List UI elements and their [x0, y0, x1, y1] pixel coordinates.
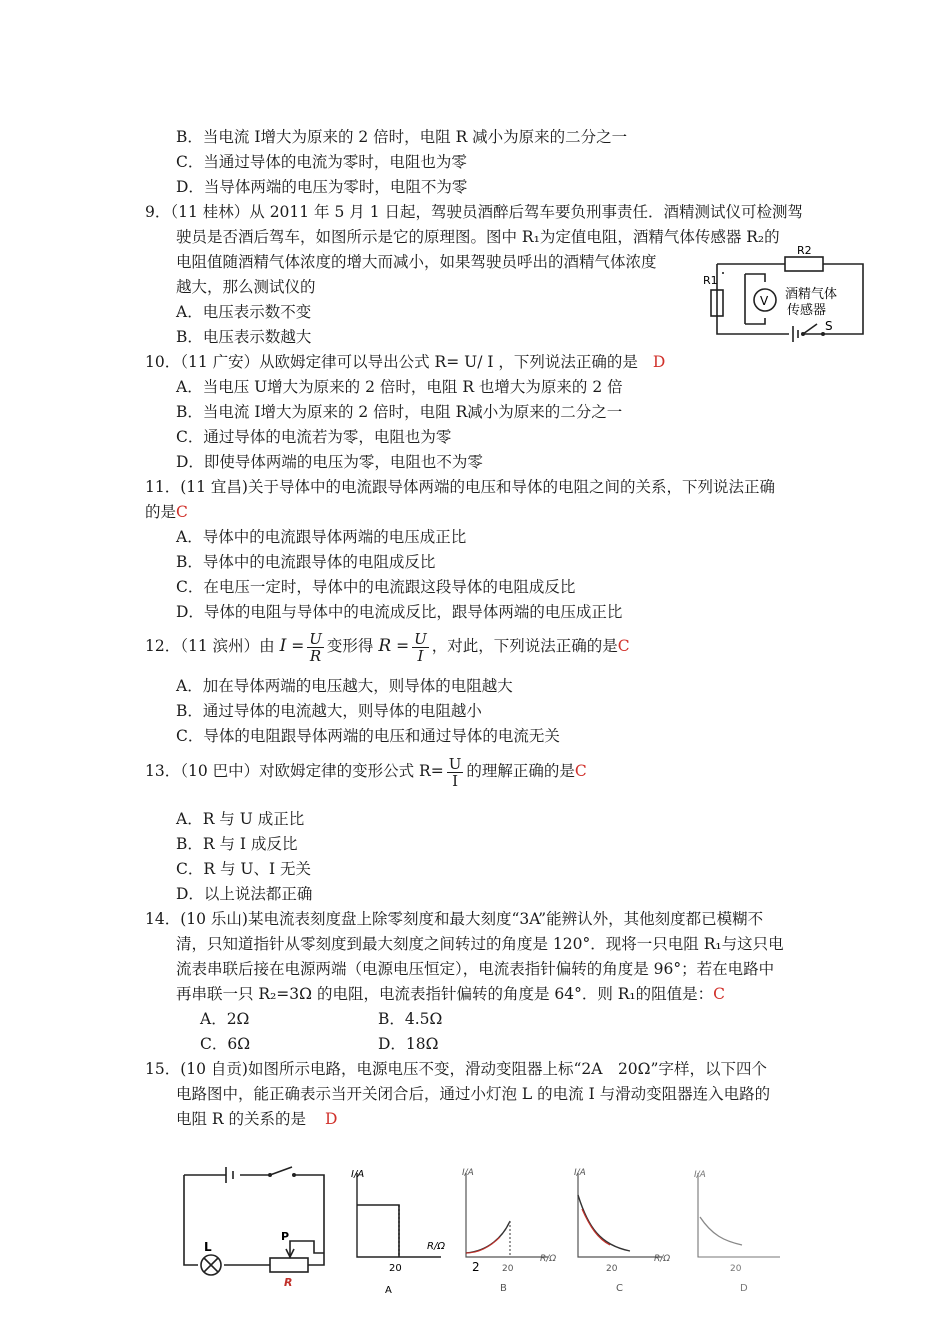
graph-c [570, 1165, 682, 1300]
q14-option-c: C．6Ω [200, 1035, 251, 1053]
q12-fraction-u-over-r [307, 631, 324, 664]
q9-line-2: 驶员是否酒后驾车，如图所示是它的原理图。图中 R₁为定值电阻，酒精气体传感器 R₂的 [176, 228, 780, 246]
q10-stem [145, 351, 665, 373]
frac-denominator: R [309, 646, 322, 665]
graph-b-xlabel: R/Ω [540, 1254, 557, 1264]
q13-option-a: A．R 与 U 成正比 [176, 810, 305, 828]
sensor-label-2: 传感器 [787, 303, 827, 318]
q9-line-1: 9．（11 桂林）从 2011 年 5 月 1 日起，驾驶员酒醉后驾车要负刑事责任．酒精测试仪可检测驾 [145, 203, 803, 221]
graph-a-label: A [385, 1285, 392, 1296]
q14-answer: C [713, 985, 726, 1003]
q11-option-b: B．导体中的电流跟导体的电阻成反比 [176, 553, 436, 571]
q13-stem-pre: 13．（10 巴中）对欧姆定律的变形公式 R= [145, 762, 444, 780]
q10-option-c: C．通过导体的电流若为零，电阻也为零 [176, 428, 452, 446]
r1-label: R1 [703, 274, 718, 287]
graph-a [345, 1165, 455, 1300]
q10-option-a: A．当电压 U增大为原来的 2 倍时，电阻 R 也增大为原来的 2 倍 [176, 378, 623, 396]
q10-answer: D [652, 353, 666, 371]
sensor-label-1: 酒精气体 [785, 287, 838, 302]
q15-line-1: 15．(10 自贡)如图所示电路，电源电压不变，滑动变阻器上标“2A 20Ω”字样，以下四个 [145, 1060, 767, 1078]
q11-answer: C [176, 503, 188, 521]
slider-label: P [281, 1230, 290, 1243]
q15-line-3-text: 电阻 R 的关系的是 [176, 1110, 307, 1128]
q12-var-r: R [378, 636, 392, 656]
q11-line-1: 11．(11 宜昌)关于导体中的电流跟导体两端的电压和导体的电阻之间的关系，下列说法正确 [145, 478, 775, 496]
q13-option-b: B．R 与 I 成反比 [176, 835, 298, 853]
prev-option-c: C．当通过导体的电流为零时，电阻也为零 [176, 153, 467, 171]
q14-line-2: 清，只知道指针从零刻度到最大刻度之间转过的角度是 120°．现将一只电阻 R₁与这只电 [176, 935, 784, 953]
q12-stem-mid: 变形得 [326, 637, 374, 655]
q12-var-i: I [279, 636, 287, 656]
q12-fraction-u-over-i [412, 631, 429, 664]
graph-d-tick: 20 [730, 1264, 742, 1274]
graph-c-tick: 20 [606, 1264, 618, 1274]
q11-option-c: C．在电压一定时，导体中的电流跟这段导体的电阻成反比 [176, 578, 576, 596]
q12-stem-pre: 12．（11 滨州）由 [145, 637, 275, 655]
frac-denominator: I [417, 646, 424, 665]
graph-d-label: D [740, 1283, 748, 1294]
q9-line-4: 越大，那么测试仪的 [176, 278, 316, 296]
q15-answer: D [324, 1110, 338, 1128]
q12-stem-post: ，对此，下列说法正确的是 [431, 637, 618, 655]
q9-option-b: B．电压表示数越大 [176, 328, 312, 346]
q11-option-a: A．导体中的电流跟导体两端的电压成正比 [176, 528, 467, 546]
prev-option-b: B．当电流 I增大为原来的 2 倍时，电阻 R 减小为原来的二分之一 [176, 128, 628, 146]
q12-option-c: C．导体的电阻跟导体两端的电压和通过导体的电流无关 [176, 727, 560, 745]
q14-option-b: B．4.5Ω [378, 1010, 443, 1028]
lamp-label: L [204, 1240, 212, 1254]
graph-c-label: C [616, 1283, 623, 1294]
frac-numerator: U [309, 629, 322, 648]
q13-option-c: C．R 与 U、I 无关 [176, 860, 311, 878]
q13-stem [145, 752, 587, 790]
q14-line-1: 14．(10 乐山)某电流表刻度盘上除零刻度和最大刻度“3A”能辨认外，其他刻度都已模糊不 [145, 910, 764, 928]
q15-line-2: 电路图中，能正确表示当开关闭合后，通过小灯泡 L 的电流 I 与滑动变阻器连入电路的 [176, 1085, 771, 1103]
q14-line-4 [176, 983, 725, 1005]
rheostat-label: R [284, 1276, 293, 1289]
q12-option-b: B．通过导体的电流越大，则导体的电阻越小 [176, 702, 482, 720]
graph-a-ylabel: I/A [351, 1169, 365, 1180]
graph-d-ylabel: I/A [694, 1170, 706, 1180]
q9-option-a: A．电压表示数不变 [176, 303, 312, 321]
q12-option-a: A．加在导体两端的电压越大，则导体的电阻越大 [176, 677, 513, 695]
graph-b [458, 1165, 570, 1300]
q14-line-4-text: 再串联一只 R₂=3Ω 的电阻，电流表指针偏转的角度是 64°．则 R₁的阻值是： [176, 985, 714, 1003]
graph-a-xlabel: R/Ω [427, 1241, 445, 1252]
q13-fraction-u-over-i [447, 756, 464, 789]
q10-option-b: B．当电流 I增大为原来的 2 倍时，电阻 R减小为原来的二分之一 [176, 403, 623, 421]
graph-c-ylabel: I/A [574, 1168, 586, 1178]
q14-option-a: A．2Ω [200, 1010, 250, 1028]
graph-a-tick: 20 [389, 1263, 402, 1274]
graph-b-ylabel: I/A [462, 1168, 474, 1178]
q11-line-2-text: 的是 [145, 503, 177, 521]
q12-equals-1: = [291, 637, 305, 655]
q13-option-d: D．以上说法都正确 [176, 885, 313, 903]
q13-answer: C [574, 762, 587, 780]
prev-option-d: D．当导体两端的电压为零时，电阻不为零 [176, 178, 468, 196]
q10-stem-text: 10．（11 广安）从欧姆定律可以导出公式 R= U/ I ，下列说法正确的是 [145, 353, 638, 371]
frac-numerator: U [448, 754, 462, 773]
graph-d [690, 1165, 800, 1300]
frac-denominator: I [452, 771, 459, 790]
graph-b-label: B [500, 1283, 507, 1294]
voltmeter-label: V [760, 294, 769, 308]
frac-numerator: U [414, 629, 427, 648]
q13-stem-post: 的理解正确的是 [466, 762, 575, 780]
graph-b-tick: 20 [502, 1264, 514, 1274]
q10-option-d: D．即使导体两端的电压为零，电阻也不为零 [176, 453, 483, 471]
q14-option-d: D．18Ω [378, 1035, 439, 1053]
alcohol-tester-circuit-diagram [703, 244, 870, 344]
graph-c-xlabel: R/Ω [654, 1254, 671, 1264]
q12-stem [145, 628, 630, 664]
q11-line-2 [145, 501, 188, 523]
page-number: 2 [472, 1260, 480, 1274]
switch-label: S [825, 319, 833, 333]
q15-line-3 [176, 1108, 337, 1130]
q9-line-3: 电阻值随酒精气体浓度的增大而减小，如果驾驶员呼出的酒精气体浓度 [176, 253, 657, 271]
q14-line-3: 流表串联后接在电源两端（电源电压恒定），电流表指针偏转的角度是 96°；若在电路中 [176, 960, 775, 978]
q12-equals-2: = [396, 637, 410, 655]
r2-label: R2 [797, 244, 812, 257]
q12-answer: C [617, 637, 630, 655]
q11-option-d: D．导体的电阻与导体中的电流成反比，跟导体两端的电压成正比 [176, 603, 623, 621]
lamp-rheostat-circuit-diagram [178, 1165, 333, 1290]
